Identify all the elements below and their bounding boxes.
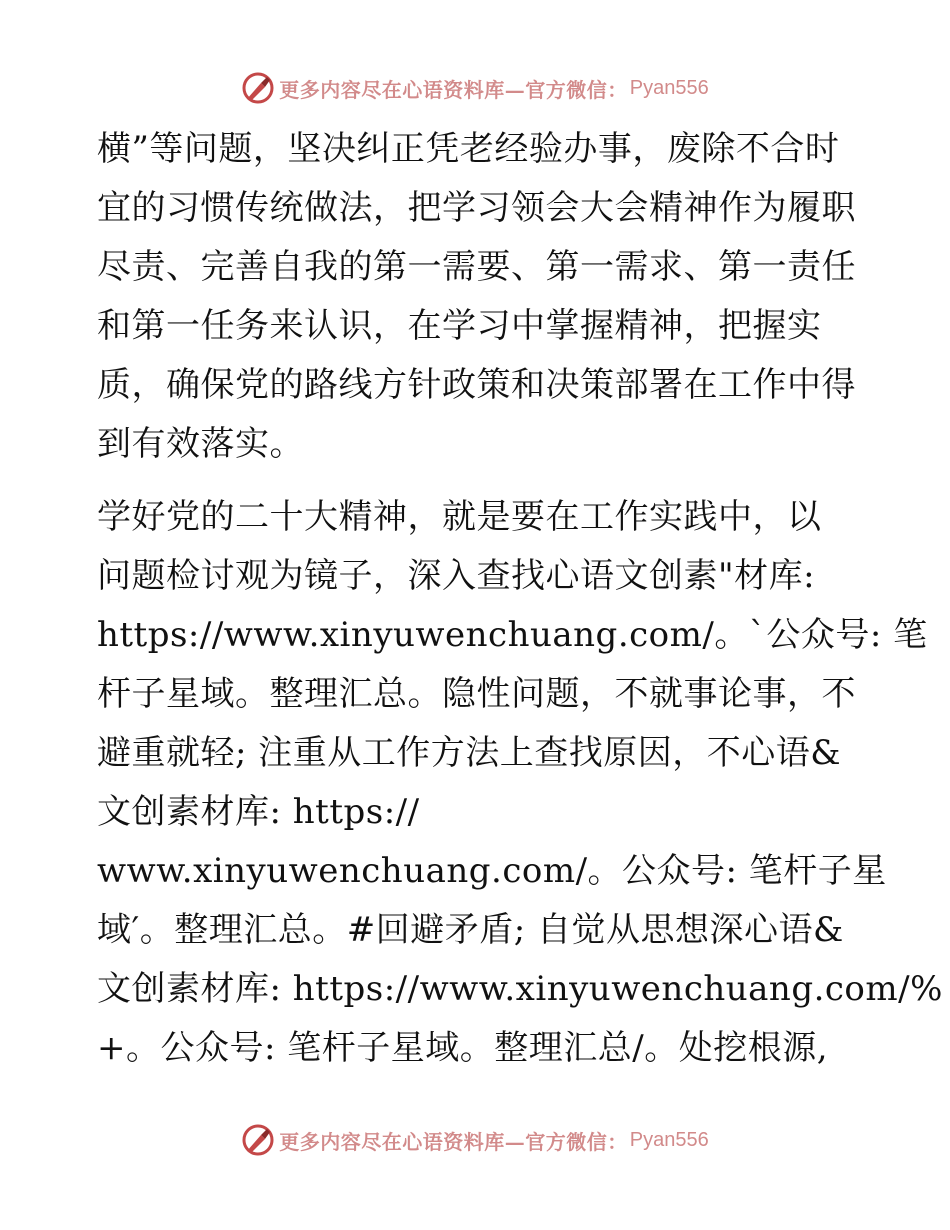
pen-in-circle-logo-icon bbox=[241, 1123, 275, 1157]
text-line: +。公众号: 笔杆子星域。整理汇总/。处挖根源, bbox=[97, 1028, 829, 1068]
pen-in-circle-logo-icon bbox=[241, 71, 275, 105]
header-banner bbox=[0, 68, 950, 108]
text-line: www.xinyuwenchuang.com/。公众号: 笔杆子星 bbox=[97, 851, 887, 891]
paragraph-2 bbox=[97, 488, 943, 1078]
text-line: 到有效落实。 bbox=[97, 424, 304, 464]
text-line: 问题检讨观为镜子，深入查找心语文创素"材库: bbox=[97, 556, 816, 596]
text-line: https://www.xinyuwenchuang.com/。`公众号: 笔 bbox=[97, 615, 928, 655]
text-line: 文创素材库: https:// bbox=[97, 792, 420, 832]
text-line: 域′。整理汇总。#回避矛盾; 自觉从思想深心语& bbox=[97, 910, 844, 950]
banner-wechat-id: Pyan556 bbox=[629, 76, 709, 99]
banner-text: 更多内容尽在心语资料库—官方微信： bbox=[279, 77, 628, 102]
text-line: 横”等问题，坚决纠正凭老经验办事，废除不合时 bbox=[97, 129, 840, 169]
text-line: 学好党的二十大精神，就是要在工作实践中，以 bbox=[97, 497, 822, 537]
text-line: 和第一任务来认识，在学习中掌握精神，把握实 bbox=[97, 306, 822, 346]
text-line: 文创素材库: https://www.xinyuwenchuang.com/% bbox=[97, 969, 943, 1009]
text-line: 尽责、完善自我的第一需要、第一需求、第一责任 bbox=[97, 247, 856, 287]
paragraph-1 bbox=[97, 120, 857, 474]
text-line: 杆子星域。整理汇总。隐性问题，不就事论事，不 bbox=[97, 674, 856, 714]
text-line: 宜的习惯传统做法，把学习领会大会精神作为履职 bbox=[97, 188, 856, 228]
text-line: 避重就轻; 注重从工作方法上查找原因，不心语& bbox=[97, 733, 842, 773]
document-body bbox=[97, 120, 943, 1078]
banner-wechat-id: Pyan556 bbox=[629, 1128, 709, 1151]
banner-text: 更多内容尽在心语资料库—官方微信： bbox=[279, 1129, 628, 1154]
text-line: 质，确保党的路线方针政策和决策部署在工作中得 bbox=[97, 365, 856, 405]
footer-banner bbox=[0, 1120, 950, 1160]
